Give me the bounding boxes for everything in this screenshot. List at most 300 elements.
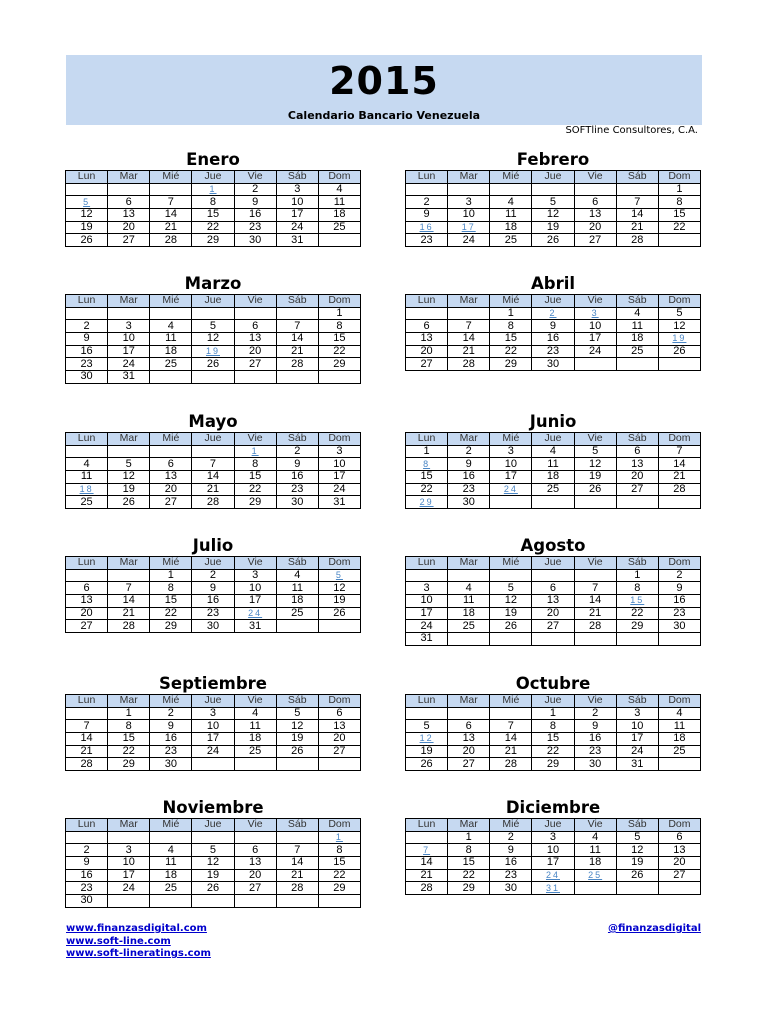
week-row bbox=[406, 831, 701, 844]
week-row bbox=[406, 345, 701, 358]
day-cell: 19 bbox=[276, 733, 318, 746]
empty-cell bbox=[406, 707, 448, 720]
weekday-header: Mié bbox=[490, 819, 532, 832]
month-name: Octubre bbox=[515, 674, 591, 693]
weekday-header: Sáb bbox=[616, 433, 658, 446]
day-cell: 14 bbox=[276, 857, 318, 870]
day-cell: 30 bbox=[448, 496, 490, 509]
empty-cell bbox=[150, 307, 192, 320]
empty-cell bbox=[574, 882, 616, 895]
day-cell: 2 bbox=[234, 183, 276, 196]
day-cell: 8 bbox=[490, 320, 532, 333]
week-row bbox=[406, 458, 701, 471]
day-cell: 28 bbox=[574, 620, 616, 633]
day-cell: 12 bbox=[108, 471, 150, 484]
week-row bbox=[406, 707, 701, 720]
empty-cell bbox=[658, 758, 700, 771]
day-cell: 21 bbox=[490, 745, 532, 758]
day-cell: 16 bbox=[658, 595, 700, 608]
weekday-header: Lun bbox=[406, 433, 448, 446]
weekday-header: Dom bbox=[318, 171, 360, 184]
weekday-header: Jue bbox=[532, 433, 574, 446]
day-cell: 23 bbox=[448, 483, 490, 496]
day-cell: 11 bbox=[490, 209, 532, 222]
day-cell: 2 bbox=[192, 569, 234, 582]
day-cell: 30 bbox=[192, 620, 234, 633]
day-cell: 15 bbox=[192, 209, 234, 222]
month-name: Junio bbox=[529, 412, 577, 431]
day-cell: 27 bbox=[234, 358, 276, 371]
day-cell: 22 bbox=[318, 345, 360, 358]
week-row bbox=[406, 209, 701, 222]
day-cell: 16 bbox=[234, 209, 276, 222]
weekday-header: Mar bbox=[448, 819, 490, 832]
empty-cell bbox=[658, 882, 700, 895]
day-cell: 13 bbox=[108, 209, 150, 222]
weekday-header-row bbox=[66, 433, 361, 446]
day-cell: 10 bbox=[192, 720, 234, 733]
weekday-header: Lun bbox=[406, 819, 448, 832]
empty-cell bbox=[108, 307, 150, 320]
day-cell: 19 bbox=[490, 607, 532, 620]
day-cell: 25 bbox=[150, 882, 192, 895]
day-cell: 16 bbox=[490, 857, 532, 870]
week-row bbox=[66, 358, 361, 371]
day-cell: 18 bbox=[318, 209, 360, 222]
weekday-header: Vie bbox=[574, 295, 616, 308]
day-cell: 8 bbox=[234, 458, 276, 471]
week-row bbox=[406, 869, 701, 882]
weekday-header: Dom bbox=[658, 695, 700, 708]
week-row bbox=[66, 607, 361, 620]
empty-cell bbox=[318, 895, 360, 908]
link-soft-line[interactable]: www.soft-line.com bbox=[66, 935, 171, 947]
week-row bbox=[66, 471, 361, 484]
day-cell: 20 bbox=[66, 607, 108, 620]
weekday-header: Mar bbox=[108, 295, 150, 308]
day-cell: 14 bbox=[150, 209, 192, 222]
day-cell: 20 bbox=[406, 345, 448, 358]
empty-cell bbox=[448, 183, 490, 196]
day-cell: 3 bbox=[616, 707, 658, 720]
weekday-header: Jue bbox=[532, 295, 574, 308]
weekday-header: Mié bbox=[490, 695, 532, 708]
week-row bbox=[406, 720, 701, 733]
weekday-header: Vie bbox=[234, 295, 276, 308]
day-cell: 10 bbox=[448, 209, 490, 222]
day-cell: 27 bbox=[616, 483, 658, 496]
link-soft-lineratings[interactable]: www.soft-lineratings.com bbox=[66, 948, 211, 959]
week-row bbox=[66, 307, 361, 320]
day-cell: 5 bbox=[192, 320, 234, 333]
weekday-header: Vie bbox=[574, 433, 616, 446]
empty-cell bbox=[276, 307, 318, 320]
month-name: Mayo bbox=[188, 412, 238, 431]
weekday-header: Mié bbox=[150, 295, 192, 308]
day-cell: 3 bbox=[532, 831, 574, 844]
day-cell: 4 bbox=[532, 445, 574, 458]
month-table bbox=[65, 694, 361, 771]
day-cell: 16 bbox=[532, 333, 574, 346]
twitter-handle[interactable]: @finanzasdigital bbox=[607, 923, 701, 934]
month-junio bbox=[405, 412, 701, 509]
day-cell: 21 bbox=[658, 471, 700, 484]
day-cell: 21 bbox=[276, 869, 318, 882]
day-cell: 17 bbox=[574, 333, 616, 346]
week-row bbox=[66, 458, 361, 471]
day-cell: 24 bbox=[574, 345, 616, 358]
day-cell: 2 bbox=[66, 844, 108, 857]
day-cell: 12 bbox=[192, 857, 234, 870]
month-name: Abril bbox=[530, 274, 576, 293]
weekday-header-row bbox=[66, 695, 361, 708]
day-cell: 22 bbox=[150, 607, 192, 620]
day-cell: 6 bbox=[616, 445, 658, 458]
day-cell: 16 bbox=[276, 471, 318, 484]
day-cell: 6 bbox=[150, 458, 192, 471]
week-row bbox=[406, 234, 701, 247]
day-cell: 10 bbox=[234, 582, 276, 595]
day-cell: 20 bbox=[532, 607, 574, 620]
day-cell: 20 bbox=[234, 869, 276, 882]
month-table bbox=[65, 432, 361, 509]
day-cell: 31 bbox=[616, 758, 658, 771]
weekday-header: Mié bbox=[150, 557, 192, 570]
day-cell: 30 bbox=[276, 496, 318, 509]
day-cell: 29 bbox=[318, 358, 360, 371]
day-cell: 20 bbox=[150, 483, 192, 496]
weekday-header-row bbox=[66, 171, 361, 184]
weekday-header: Lun bbox=[66, 171, 108, 184]
day-cell: 28 bbox=[276, 358, 318, 371]
day-cell: 15 bbox=[490, 333, 532, 346]
day-cell: 20 bbox=[448, 745, 490, 758]
day-cell: 27 bbox=[532, 620, 574, 633]
week-row bbox=[66, 445, 361, 458]
day-cell: 16 bbox=[448, 471, 490, 484]
day-cell: 19 bbox=[192, 869, 234, 882]
week-row bbox=[66, 333, 361, 346]
empty-cell bbox=[406, 831, 448, 844]
day-cell: 27 bbox=[150, 496, 192, 509]
day-cell: 7 bbox=[448, 320, 490, 333]
empty-cell bbox=[616, 882, 658, 895]
day-cell: 16 bbox=[574, 733, 616, 746]
day-cell: 1 bbox=[108, 707, 150, 720]
day-cell: 10 bbox=[318, 458, 360, 471]
month-name: Diciembre bbox=[505, 798, 601, 817]
day-cell: 30 bbox=[532, 358, 574, 371]
day-cell: 23 bbox=[490, 869, 532, 882]
empty-cell bbox=[658, 234, 700, 247]
day-cell: 22 bbox=[448, 869, 490, 882]
day-cell: 12 bbox=[318, 582, 360, 595]
empty-cell bbox=[490, 707, 532, 720]
weekday-header: Sáb bbox=[616, 695, 658, 708]
day-cell: 1 bbox=[616, 569, 658, 582]
empty-cell bbox=[234, 895, 276, 908]
day-cell: 30 bbox=[658, 620, 700, 633]
day-cell: 6 bbox=[406, 320, 448, 333]
empty-cell bbox=[448, 707, 490, 720]
day-cell: 5 bbox=[532, 196, 574, 209]
day-cell: 10 bbox=[276, 196, 318, 209]
day-cell: 19 bbox=[532, 221, 574, 234]
day-cell: 29 bbox=[150, 620, 192, 633]
day-cell: 9 bbox=[150, 720, 192, 733]
day-cell: 26 bbox=[192, 358, 234, 371]
day-cell: 5 bbox=[574, 445, 616, 458]
day-cell: 12 bbox=[66, 209, 108, 222]
weekday-header: Vie bbox=[234, 819, 276, 832]
day-cell: 7 bbox=[66, 720, 108, 733]
day-cell: 29 bbox=[234, 496, 276, 509]
day-cell: 21 bbox=[448, 345, 490, 358]
day-cell: 2 bbox=[574, 707, 616, 720]
holiday-cell: 19 bbox=[658, 333, 700, 346]
month-enero bbox=[65, 150, 361, 247]
month-agosto bbox=[405, 536, 701, 646]
day-cell: 26 bbox=[532, 234, 574, 247]
weekday-header: Jue bbox=[192, 819, 234, 832]
weekday-header: Mar bbox=[448, 557, 490, 570]
day-cell: 25 bbox=[66, 496, 108, 509]
day-cell: 26 bbox=[658, 345, 700, 358]
weekday-header: Lun bbox=[406, 695, 448, 708]
weekday-header: Jue bbox=[192, 433, 234, 446]
weekday-header: Mar bbox=[448, 295, 490, 308]
day-cell: 6 bbox=[66, 582, 108, 595]
week-row bbox=[406, 333, 701, 346]
day-cell: 28 bbox=[658, 483, 700, 496]
holiday-cell: 17 bbox=[448, 221, 490, 234]
day-cell: 31 bbox=[234, 620, 276, 633]
day-cell: 24 bbox=[276, 221, 318, 234]
day-cell: 15 bbox=[658, 209, 700, 222]
day-cell: 19 bbox=[616, 857, 658, 870]
empty-cell bbox=[192, 445, 234, 458]
day-cell: 13 bbox=[234, 857, 276, 870]
weekday-header: Jue bbox=[192, 295, 234, 308]
day-cell: 7 bbox=[108, 582, 150, 595]
day-cell: 16 bbox=[192, 595, 234, 608]
day-cell: 28 bbox=[406, 882, 448, 895]
day-cell: 31 bbox=[406, 633, 448, 646]
day-cell: 14 bbox=[192, 471, 234, 484]
empty-cell bbox=[406, 569, 448, 582]
day-cell: 26 bbox=[574, 483, 616, 496]
day-cell: 5 bbox=[192, 844, 234, 857]
day-cell: 23 bbox=[532, 345, 574, 358]
empty-cell bbox=[490, 633, 532, 646]
day-cell: 12 bbox=[532, 209, 574, 222]
day-cell: 22 bbox=[532, 745, 574, 758]
week-row bbox=[406, 196, 701, 209]
weekday-header: Mar bbox=[108, 433, 150, 446]
day-cell: 19 bbox=[318, 595, 360, 608]
day-cell: 5 bbox=[658, 307, 700, 320]
day-cell: 3 bbox=[318, 445, 360, 458]
week-row bbox=[66, 831, 361, 844]
day-cell: 25 bbox=[448, 620, 490, 633]
day-cell: 8 bbox=[108, 720, 150, 733]
weekday-header: Lun bbox=[406, 171, 448, 184]
day-cell: 20 bbox=[658, 857, 700, 870]
day-cell: 15 bbox=[234, 471, 276, 484]
weekday-header: Mié bbox=[150, 433, 192, 446]
day-cell: 6 bbox=[318, 707, 360, 720]
day-cell: 7 bbox=[150, 196, 192, 209]
day-cell: 15 bbox=[448, 857, 490, 870]
weekday-header: Lun bbox=[66, 819, 108, 832]
week-row bbox=[66, 196, 361, 209]
day-cell: 25 bbox=[234, 745, 276, 758]
empty-cell bbox=[574, 633, 616, 646]
weekday-header: Dom bbox=[658, 819, 700, 832]
day-cell: 5 bbox=[276, 707, 318, 720]
day-cell: 9 bbox=[276, 458, 318, 471]
page-title: 2015 bbox=[329, 59, 439, 103]
day-cell: 11 bbox=[150, 333, 192, 346]
weekday-header: Dom bbox=[658, 433, 700, 446]
week-row bbox=[406, 620, 701, 633]
day-cell: 29 bbox=[490, 358, 532, 371]
day-cell: 6 bbox=[532, 582, 574, 595]
day-cell: 12 bbox=[490, 595, 532, 608]
day-cell: 11 bbox=[448, 595, 490, 608]
day-cell: 14 bbox=[108, 595, 150, 608]
month-abril bbox=[405, 274, 701, 371]
link-finanzasdigital[interactable]: www.finanzasdigital.com bbox=[66, 923, 207, 934]
day-cell: 2 bbox=[276, 445, 318, 458]
day-cell: 12 bbox=[192, 333, 234, 346]
week-row bbox=[406, 844, 701, 857]
day-cell: 4 bbox=[574, 831, 616, 844]
weekday-header: Mié bbox=[490, 295, 532, 308]
day-cell: 23 bbox=[658, 607, 700, 620]
month-table bbox=[405, 694, 701, 771]
day-cell: 16 bbox=[66, 345, 108, 358]
day-cell: 2 bbox=[490, 831, 532, 844]
week-row bbox=[406, 569, 701, 582]
weekday-header: Vie bbox=[234, 433, 276, 446]
week-row bbox=[66, 707, 361, 720]
day-cell: 24 bbox=[616, 745, 658, 758]
page-subtitle: Calendario Bancario Venezuela bbox=[287, 109, 481, 122]
empty-cell bbox=[574, 183, 616, 196]
weekday-header: Sáb bbox=[616, 171, 658, 184]
day-cell: 9 bbox=[66, 333, 108, 346]
holiday-cell: 25 bbox=[574, 869, 616, 882]
week-row bbox=[406, 595, 701, 608]
day-cell: 14 bbox=[276, 333, 318, 346]
day-cell: 27 bbox=[406, 358, 448, 371]
day-cell: 10 bbox=[108, 857, 150, 870]
day-cell: 11 bbox=[150, 857, 192, 870]
weekday-header: Sáb bbox=[616, 819, 658, 832]
empty-cell bbox=[108, 831, 150, 844]
week-row bbox=[66, 895, 361, 908]
day-cell: 1 bbox=[532, 707, 574, 720]
day-cell: 7 bbox=[490, 720, 532, 733]
day-cell: 6 bbox=[234, 844, 276, 857]
day-cell: 27 bbox=[234, 882, 276, 895]
day-cell: 4 bbox=[150, 320, 192, 333]
weekday-header: Dom bbox=[318, 295, 360, 308]
week-row bbox=[66, 221, 361, 234]
day-cell: 14 bbox=[574, 595, 616, 608]
holiday-cell: 1 bbox=[234, 445, 276, 458]
day-cell: 3 bbox=[192, 707, 234, 720]
weekday-header: Sáb bbox=[276, 695, 318, 708]
day-cell: 31 bbox=[108, 371, 150, 384]
weekday-header: Vie bbox=[574, 557, 616, 570]
day-cell: 28 bbox=[276, 882, 318, 895]
empty-cell bbox=[532, 496, 574, 509]
empty-cell bbox=[406, 183, 448, 196]
weekday-header: Mié bbox=[150, 695, 192, 708]
month-name: Enero bbox=[186, 150, 240, 169]
weekday-header: Jue bbox=[532, 557, 574, 570]
empty-cell bbox=[108, 445, 150, 458]
weekday-header: Sáb bbox=[616, 295, 658, 308]
day-cell: 15 bbox=[318, 333, 360, 346]
holiday-cell: 12 bbox=[406, 733, 448, 746]
day-cell: 26 bbox=[108, 496, 150, 509]
empty-cell bbox=[616, 358, 658, 371]
day-cell: 17 bbox=[532, 857, 574, 870]
day-cell: 26 bbox=[192, 882, 234, 895]
week-row bbox=[66, 720, 361, 733]
month-febrero bbox=[405, 150, 701, 247]
empty-cell bbox=[318, 620, 360, 633]
day-cell: 13 bbox=[318, 720, 360, 733]
empty-cell bbox=[616, 633, 658, 646]
weekday-header: Vie bbox=[234, 695, 276, 708]
week-row bbox=[66, 869, 361, 882]
weekday-header: Jue bbox=[532, 695, 574, 708]
day-cell: 20 bbox=[318, 733, 360, 746]
empty-cell bbox=[658, 358, 700, 371]
empty-cell bbox=[574, 569, 616, 582]
empty-cell bbox=[448, 307, 490, 320]
day-cell: 10 bbox=[616, 720, 658, 733]
day-cell: 28 bbox=[448, 358, 490, 371]
weekday-header: Mar bbox=[108, 695, 150, 708]
month-diciembre bbox=[405, 798, 701, 895]
week-row bbox=[66, 345, 361, 358]
day-cell: 31 bbox=[276, 234, 318, 247]
day-cell: 8 bbox=[448, 844, 490, 857]
day-cell: 15 bbox=[318, 857, 360, 870]
day-cell: 25 bbox=[616, 345, 658, 358]
day-cell: 24 bbox=[406, 620, 448, 633]
week-row bbox=[66, 183, 361, 196]
day-cell: 7 bbox=[574, 582, 616, 595]
empty-cell bbox=[234, 831, 276, 844]
day-cell: 5 bbox=[108, 458, 150, 471]
day-cell: 12 bbox=[658, 320, 700, 333]
day-cell: 14 bbox=[616, 209, 658, 222]
day-cell: 2 bbox=[66, 320, 108, 333]
weekday-header: Sáb bbox=[276, 295, 318, 308]
holiday-cell: 1 bbox=[192, 183, 234, 196]
weekday-header: Mar bbox=[108, 557, 150, 570]
week-row bbox=[406, 857, 701, 870]
empty-cell bbox=[192, 895, 234, 908]
day-cell: 5 bbox=[490, 582, 532, 595]
day-cell: 23 bbox=[150, 745, 192, 758]
